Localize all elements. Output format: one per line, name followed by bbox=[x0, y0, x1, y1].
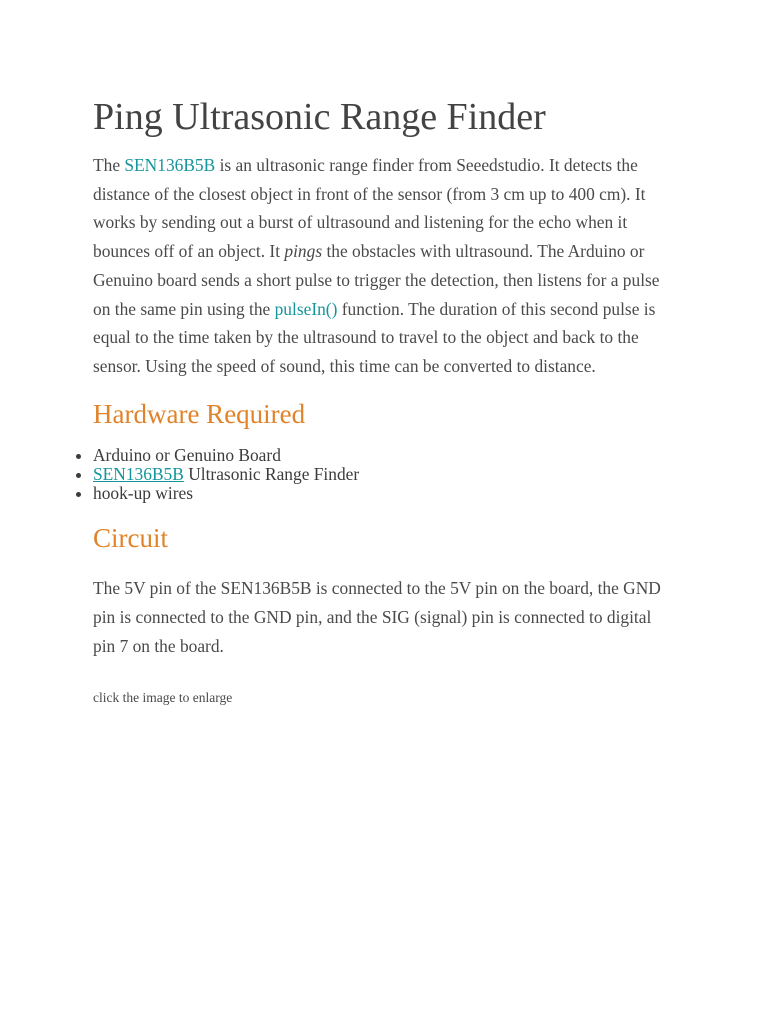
intro-text-4: function. The duration of this second pulse is equal to the time taken by the ultrasound to travel to the object and back to the sensor. Using the speed of sound, this time can be converted to distance. bbox=[93, 298, 656, 376]
sen136b5b-list-link[interactable]: SEN136B5B bbox=[93, 464, 184, 485]
pulsein-link[interactable]: pulseIn() bbox=[274, 298, 338, 319]
list-item-text: Ultrasonic Range Finder bbox=[183, 464, 360, 485]
bullet-icon bbox=[76, 492, 81, 497]
list-item bbox=[93, 465, 359, 484]
bullet-icon bbox=[76, 473, 81, 478]
circuit-heading: Circuit bbox=[93, 523, 168, 553]
enlarge-caption: click the image to enlarge bbox=[93, 690, 233, 705]
list-item bbox=[93, 484, 359, 503]
intro-text-3: the obstacles with ultrasound. The Arduino or Genuino board sends a short pulse to trigger the detection, then listens for a pulse on the same pin using the bbox=[93, 241, 660, 319]
intro-text-2: is an ultrasonic range finder from Seeedstudio. It detects the distance of the closest object in front of the sensor (from 3 cm up to 400 cm). It works by sending out a burst of ultrasound and listening for the echo when it bounces off of an object. It bbox=[93, 155, 646, 262]
list-item-text: hook-up wires bbox=[93, 483, 193, 504]
hardware-list bbox=[93, 446, 359, 504]
sen136b5b-link[interactable]: SEN136B5B bbox=[124, 155, 216, 175]
hardware-required-heading: Hardware Required bbox=[93, 399, 306, 429]
bullet-icon bbox=[76, 454, 81, 459]
page-title: Ping Ultrasonic Range Finder bbox=[93, 96, 546, 138]
list-item bbox=[93, 446, 359, 465]
list-item-text: Arduino or Genuino Board bbox=[93, 445, 281, 465]
intro-text-1: The bbox=[93, 155, 125, 175]
intro-paragraph bbox=[93, 151, 668, 381]
intro-emphasis-pings: pings bbox=[284, 241, 323, 262]
circuit-paragraph: The 5V pin of the SEN136B5B is connected to the 5V pin on the board, the GND pin is connected to the GND pin, and the SIG (signal) pin is connected to digital pin 7 on the board. bbox=[93, 578, 661, 656]
